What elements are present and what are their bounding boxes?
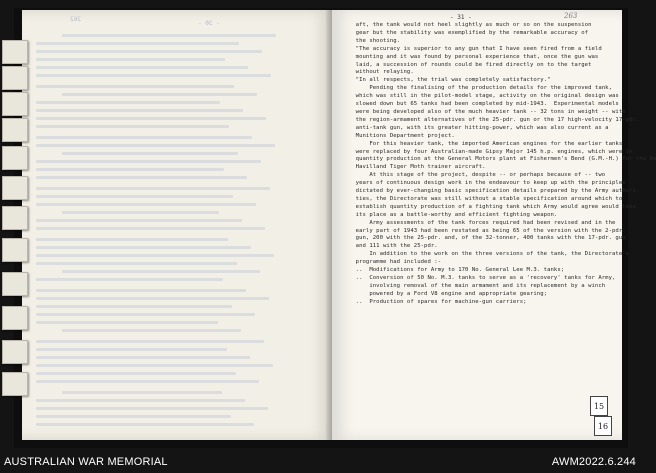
text-line: the shooting.	[342, 37, 401, 44]
bleed-through-line	[36, 50, 262, 53]
bleed-through-line	[62, 152, 238, 155]
text-line: Munitions Department project.	[342, 132, 455, 139]
bleed-through-line	[36, 364, 273, 367]
text-line: aft, the tank would not heel slightly as much or so on the suspension	[342, 22, 592, 28]
text-line: programme had included :-	[342, 259, 442, 266]
bleed-through-line	[36, 101, 220, 104]
bleed-through-line	[62, 34, 276, 37]
text-line: .. Conversion of 50 No. M.3. tanks to serve as a 'recovery' tanks for Army,	[342, 275, 616, 281]
index-tab	[2, 146, 28, 170]
left-page-number: - 30 -	[198, 20, 220, 27]
index-tab	[2, 92, 28, 116]
index-tab	[2, 176, 28, 200]
bleed-through-line	[36, 66, 248, 69]
bleed-through-line	[36, 160, 261, 163]
bleed-through-line	[36, 321, 218, 324]
bleed-through-line	[62, 270, 260, 273]
bleed-through-line	[36, 176, 247, 179]
text-line: the region-armament alternatives of the 25-pdr. gun or the 17 high-velocity 17-pdr.	[342, 116, 640, 123]
bleed-through-line	[36, 289, 246, 292]
bleed-through-line	[36, 415, 231, 418]
text-line: .. Modifications for Army to 170 No. General Lee M.3. tanks;	[342, 267, 565, 274]
bleed-through-line	[36, 168, 224, 171]
right-page	[332, 10, 656, 440]
index-tab	[2, 272, 28, 296]
bleed-through-line	[36, 42, 239, 45]
text-line: which was still in the pilot-model stage, activity on the original design was	[342, 93, 619, 100]
text-line: gear but the stability was exemplified by the remarkable accuracy of	[342, 29, 589, 36]
text-line: For this heavier tank, the imported American engines for the earlier tanks	[342, 140, 623, 147]
text-line: quantity production at the General Motors plant at Fishermen's Bend (G.M.-H.) for the De	[342, 156, 656, 163]
text-line: slowed down but 65 tanks had been completed by mid-1943. Experimental models	[342, 101, 619, 108]
typed-text-block	[342, 22, 656, 307]
text-line: early part of 1943 had been restated as being 65 of the version with the 2-pdr.	[342, 227, 626, 234]
footer-institution: AUSTRALIAN WAR MEMORIAL	[4, 456, 168, 468]
archive-label-16: 16	[594, 416, 612, 436]
bleed-through-line	[36, 407, 268, 410]
bleed-through-line	[36, 109, 243, 112]
text-line: In addition to the work on the three versions of the tank, the Directorate's	[342, 251, 630, 258]
text-line: ties, the Directorate was still without a stable specification around which to	[342, 195, 623, 202]
left-folio: 262	[70, 16, 81, 23]
index-tab	[2, 40, 28, 64]
footer-accession: AWM2022.6.244	[551, 456, 636, 468]
text-line: anti-tank gun, with its greater hitting-power, which was also current as a	[342, 124, 609, 131]
bleed-through-line	[36, 203, 256, 206]
text-line: and 111 with the 25-pdr.	[342, 243, 438, 250]
bleed-through-line	[36, 136, 252, 139]
pencil-folio: 263	[564, 12, 578, 20]
bleed-through-line	[36, 238, 228, 241]
bleed-through-line	[36, 348, 227, 351]
bleed-through-line	[36, 195, 233, 198]
bleed-through-line	[36, 125, 229, 128]
bleed-through-line	[36, 246, 251, 249]
text-line: "The accuracy is superior to any gun that I have seen fired from a field	[342, 45, 602, 52]
bleed-through-line	[62, 391, 222, 394]
bleed-through-line	[62, 93, 257, 96]
index-tab	[2, 66, 28, 90]
text-line: Havilland Tiger Moth trainer aircraft.	[342, 164, 486, 171]
text-line: were replaced by four Australian-made Gipsy Major 145 h.p. engines, which were in	[342, 148, 633, 155]
index-tab	[2, 118, 28, 142]
text-line: mounting and it was found by personal experience that, once the gun was	[342, 53, 599, 60]
archive-label-15: 15	[590, 396, 608, 416]
index-tab	[2, 372, 28, 396]
bleed-through-line	[36, 380, 259, 383]
bleed-through-line	[36, 305, 232, 308]
bleed-through-line	[36, 297, 269, 300]
page-number: - 31 -	[450, 14, 472, 21]
text-line: powered by a Ford V8 engine and appropriate gearing;	[342, 290, 548, 297]
bleed-through-line	[36, 58, 225, 61]
index-tab	[2, 340, 28, 364]
bleed-through-line	[36, 313, 255, 316]
bleed-through-line	[62, 329, 241, 332]
bleed-through-line	[36, 187, 270, 190]
index-tab	[2, 206, 28, 230]
bleed-through-line	[36, 85, 234, 88]
bleed-through-line	[36, 74, 271, 77]
text-line: Pending the finalising of the production details for the improved tank,	[342, 85, 612, 92]
text-line: years of continuous design work in the endeavour to keep up with the principles	[342, 180, 626, 187]
bleed-through-line	[36, 278, 223, 281]
bleed-through-line	[36, 340, 264, 343]
bleed-through-line	[36, 254, 274, 257]
text-line: At this stage of the project, despite -- or perhaps because of -- two	[342, 172, 606, 179]
bleed-through-line	[36, 227, 265, 230]
bleed-through-line	[62, 211, 219, 214]
text-line: its place as a battle-worthy and efficient fighting weapon.	[342, 211, 558, 218]
text-line: without relaying.	[342, 69, 414, 76]
bleed-through-line	[36, 423, 254, 426]
bleed-through-line	[36, 219, 242, 222]
text-line: were being developed also of the much heavier tank -- 32 tons in weight -- with	[342, 108, 626, 115]
text-line: .. Production of spares for machine-gun carriers;	[342, 298, 527, 305]
text-line: involving removal of the main armament and its replacement by a winch	[342, 282, 606, 289]
bleed-through-line	[36, 356, 250, 359]
text-line: dictated by ever-changing basic specification details prepared by the Army authori-	[342, 188, 640, 195]
bleed-through-line	[36, 399, 245, 402]
index-tab	[2, 306, 28, 330]
text-line: establish quantity production of a fighting tank which Army would agree would take	[342, 203, 636, 210]
bleed-through-line	[36, 144, 275, 147]
text-line: gun, 200 with the 25-pdr. and, of the 32-tonner, 400 tanks with the 17-pdr. gun	[342, 235, 626, 242]
bleed-through-line	[36, 372, 236, 375]
text-line: "In all respects, the trial was completely satisfactory."	[342, 77, 551, 84]
bleed-through-line	[36, 262, 237, 265]
text-line: Army assessments of the tank forces required had been revised and in the	[342, 219, 616, 226]
left-page	[22, 10, 332, 440]
text-line: laid, a succession of rounds could be fired directly on to the target	[342, 61, 592, 68]
index-tab	[2, 238, 28, 262]
bleed-through-line	[36, 117, 266, 120]
